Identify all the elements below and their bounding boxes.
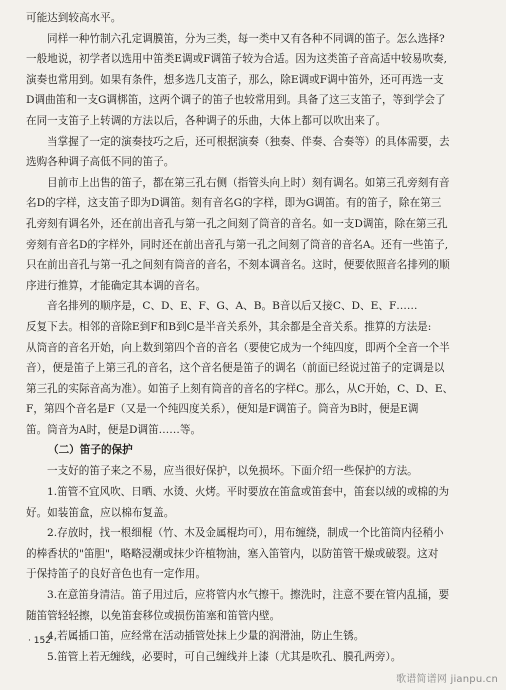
text-line: 从筒音的音名开始，向上数到第四个音的音名（要使它成为一个纯四度，即两个全音一个半 xyxy=(26,341,450,354)
text-line: 5.笛管上若无缠线，必要时，可自己缠线并上漆（尤其是吹孔、膜孔两旁）。 xyxy=(47,650,402,663)
text-line: 只在前出音孔与第一孔之间刻有筒音的音名，不刻本调音名。这时，便要依照音名排列的顺 xyxy=(26,259,450,272)
text-line: 旁刻有音名D的字样外，同时还在前出音孔与第一孔之间刻了筒音的音名A。还有一些笛子, xyxy=(26,238,449,251)
page-body xyxy=(26,8,478,667)
text-line: 目前市上出售的笛子，都在第三孔右侧（指管头向上时）刻有调名。如第三孔旁刻有音 xyxy=(47,176,450,189)
text-line: 笛。筒音为A时，便是D调笛……等。 xyxy=(26,423,202,436)
list-item-care-3 xyxy=(26,585,478,626)
list-item-care-1 xyxy=(26,482,478,523)
text-line: 可能达到较高水平。 xyxy=(26,12,122,24)
paragraph-note-order xyxy=(26,296,478,440)
text-line: 2.存放时，找一根细棍（竹、木及金属棍均可），用布缠绕，制成一个比笛筒内径稍小 xyxy=(47,527,444,540)
text-line: F，第四个音名是F（又是一个纯四度关系），便知是F调笛子。筒音为B时，便是E调 xyxy=(26,403,419,416)
text-line: 名D的字样，这支笛子即为D调笛。刻有音名G的字样，即为G调笛。有的笛子，除在第三 xyxy=(26,197,442,210)
paragraph-key-marking xyxy=(26,173,478,297)
list-item-care-4 xyxy=(26,626,478,647)
text-line: 4.若属插口笛，应经常在活动插管处抹上少量的润滑油，防止生锈。 xyxy=(47,630,365,643)
list-item-care-5 xyxy=(26,647,478,668)
text-line: 的棒香状的"笛胆"，略略浸潮或抹少许植物油，塞入笛管内，以防笛管干燥或破裂。这对 xyxy=(26,547,439,560)
text-line: 序进行推算，才能确定其本调的音名。 xyxy=(26,279,207,292)
text-line: 第三孔的实际音高为准）。如笛子上刻有筒音的音名的字样C。那么，从C开始，C、D、E、 xyxy=(26,382,454,395)
text-line: 音），便是笛子上第三孔的音名，这个音名便是笛子的调名（前面已经说过笛子的定调是以 xyxy=(26,362,445,375)
text-line: 于保持笛子的良好音色也有一定作用。 xyxy=(26,568,207,581)
text-line: 好。如装笛盒，应以棉布复盖。 xyxy=(26,506,175,519)
text-line: D调曲笛和一支G调梆笛，这两个调子的笛子也较常用到。具备了这三支笛子，等到学会了 xyxy=(26,94,446,107)
text-line: 随笛管轻轻擦，以免笛套移位或损伤笛塞和笛管内壁。 xyxy=(26,609,281,622)
text-line: 演奏也常用到。如果有条件，想多选几支笛子，那么，除E调或F调中笛外，还可再选一支 xyxy=(26,73,444,86)
text-line: 同样一种竹制六孔定调膜笛，分为三类，每一类中又有各种不同调的笛子。怎么选择? xyxy=(47,32,445,45)
text-line: 反复下去。相邻的音除E到F和B到C是半音关系外，其余都是全音关系。推算的方法是: xyxy=(26,320,432,333)
paragraph-continuation xyxy=(26,8,478,29)
text-line: 3.在意笛身清洁。笛子用过后，应将管内水气擦干。擦洗时，注意不要在管内乱捅，要 xyxy=(47,589,450,602)
text-line: 一般地说，初学者以选用中笛类E调或F调笛子较为合适。因为这类笛子音高适中较易吹奏, xyxy=(26,53,448,66)
paragraph-care-intro xyxy=(26,461,478,482)
paragraph-advanced-selection xyxy=(26,132,478,173)
section-heading: （二）笛子的保护 xyxy=(48,444,133,457)
site-watermark: 歌谱简谱网 jianpu.cn xyxy=(396,674,498,685)
list-item-care-2 xyxy=(26,523,478,585)
text-line: 当掌握了一定的演奏技巧之后，还可根据演奏（独奏、伴奏、合奏等）的具体需要，去 xyxy=(47,135,450,148)
text-line: 在同一支笛子上转调的方法以后，各种调子的乐曲，大体上都可以吹出来了。 xyxy=(26,114,387,127)
text-line: 孔旁刻有调名外，还在前出音孔与第一孔之间刻了筒音的音名。如一支D调笛，除在第三孔 xyxy=(26,217,448,230)
page-number: · 152 · xyxy=(28,636,57,646)
text-line: 选购各种调子高低不同的笛子。 xyxy=(26,156,175,169)
text-line: 音名排列的顺序是，C、D、E、F、G、A、B。B音以后又接C、D、E、F…… xyxy=(47,300,418,313)
text-line: 一支好的笛子来之不易，应当很好保护，以免损坏。下面介绍一些保护的方法。 xyxy=(47,465,418,478)
text-line: 1.笛管不宜风吹、日晒、水烫、火烤。平时要放在笛盒或笛套中，笛套以绒的或棉的为 xyxy=(47,486,450,499)
paragraph-flute-selection xyxy=(26,29,478,132)
